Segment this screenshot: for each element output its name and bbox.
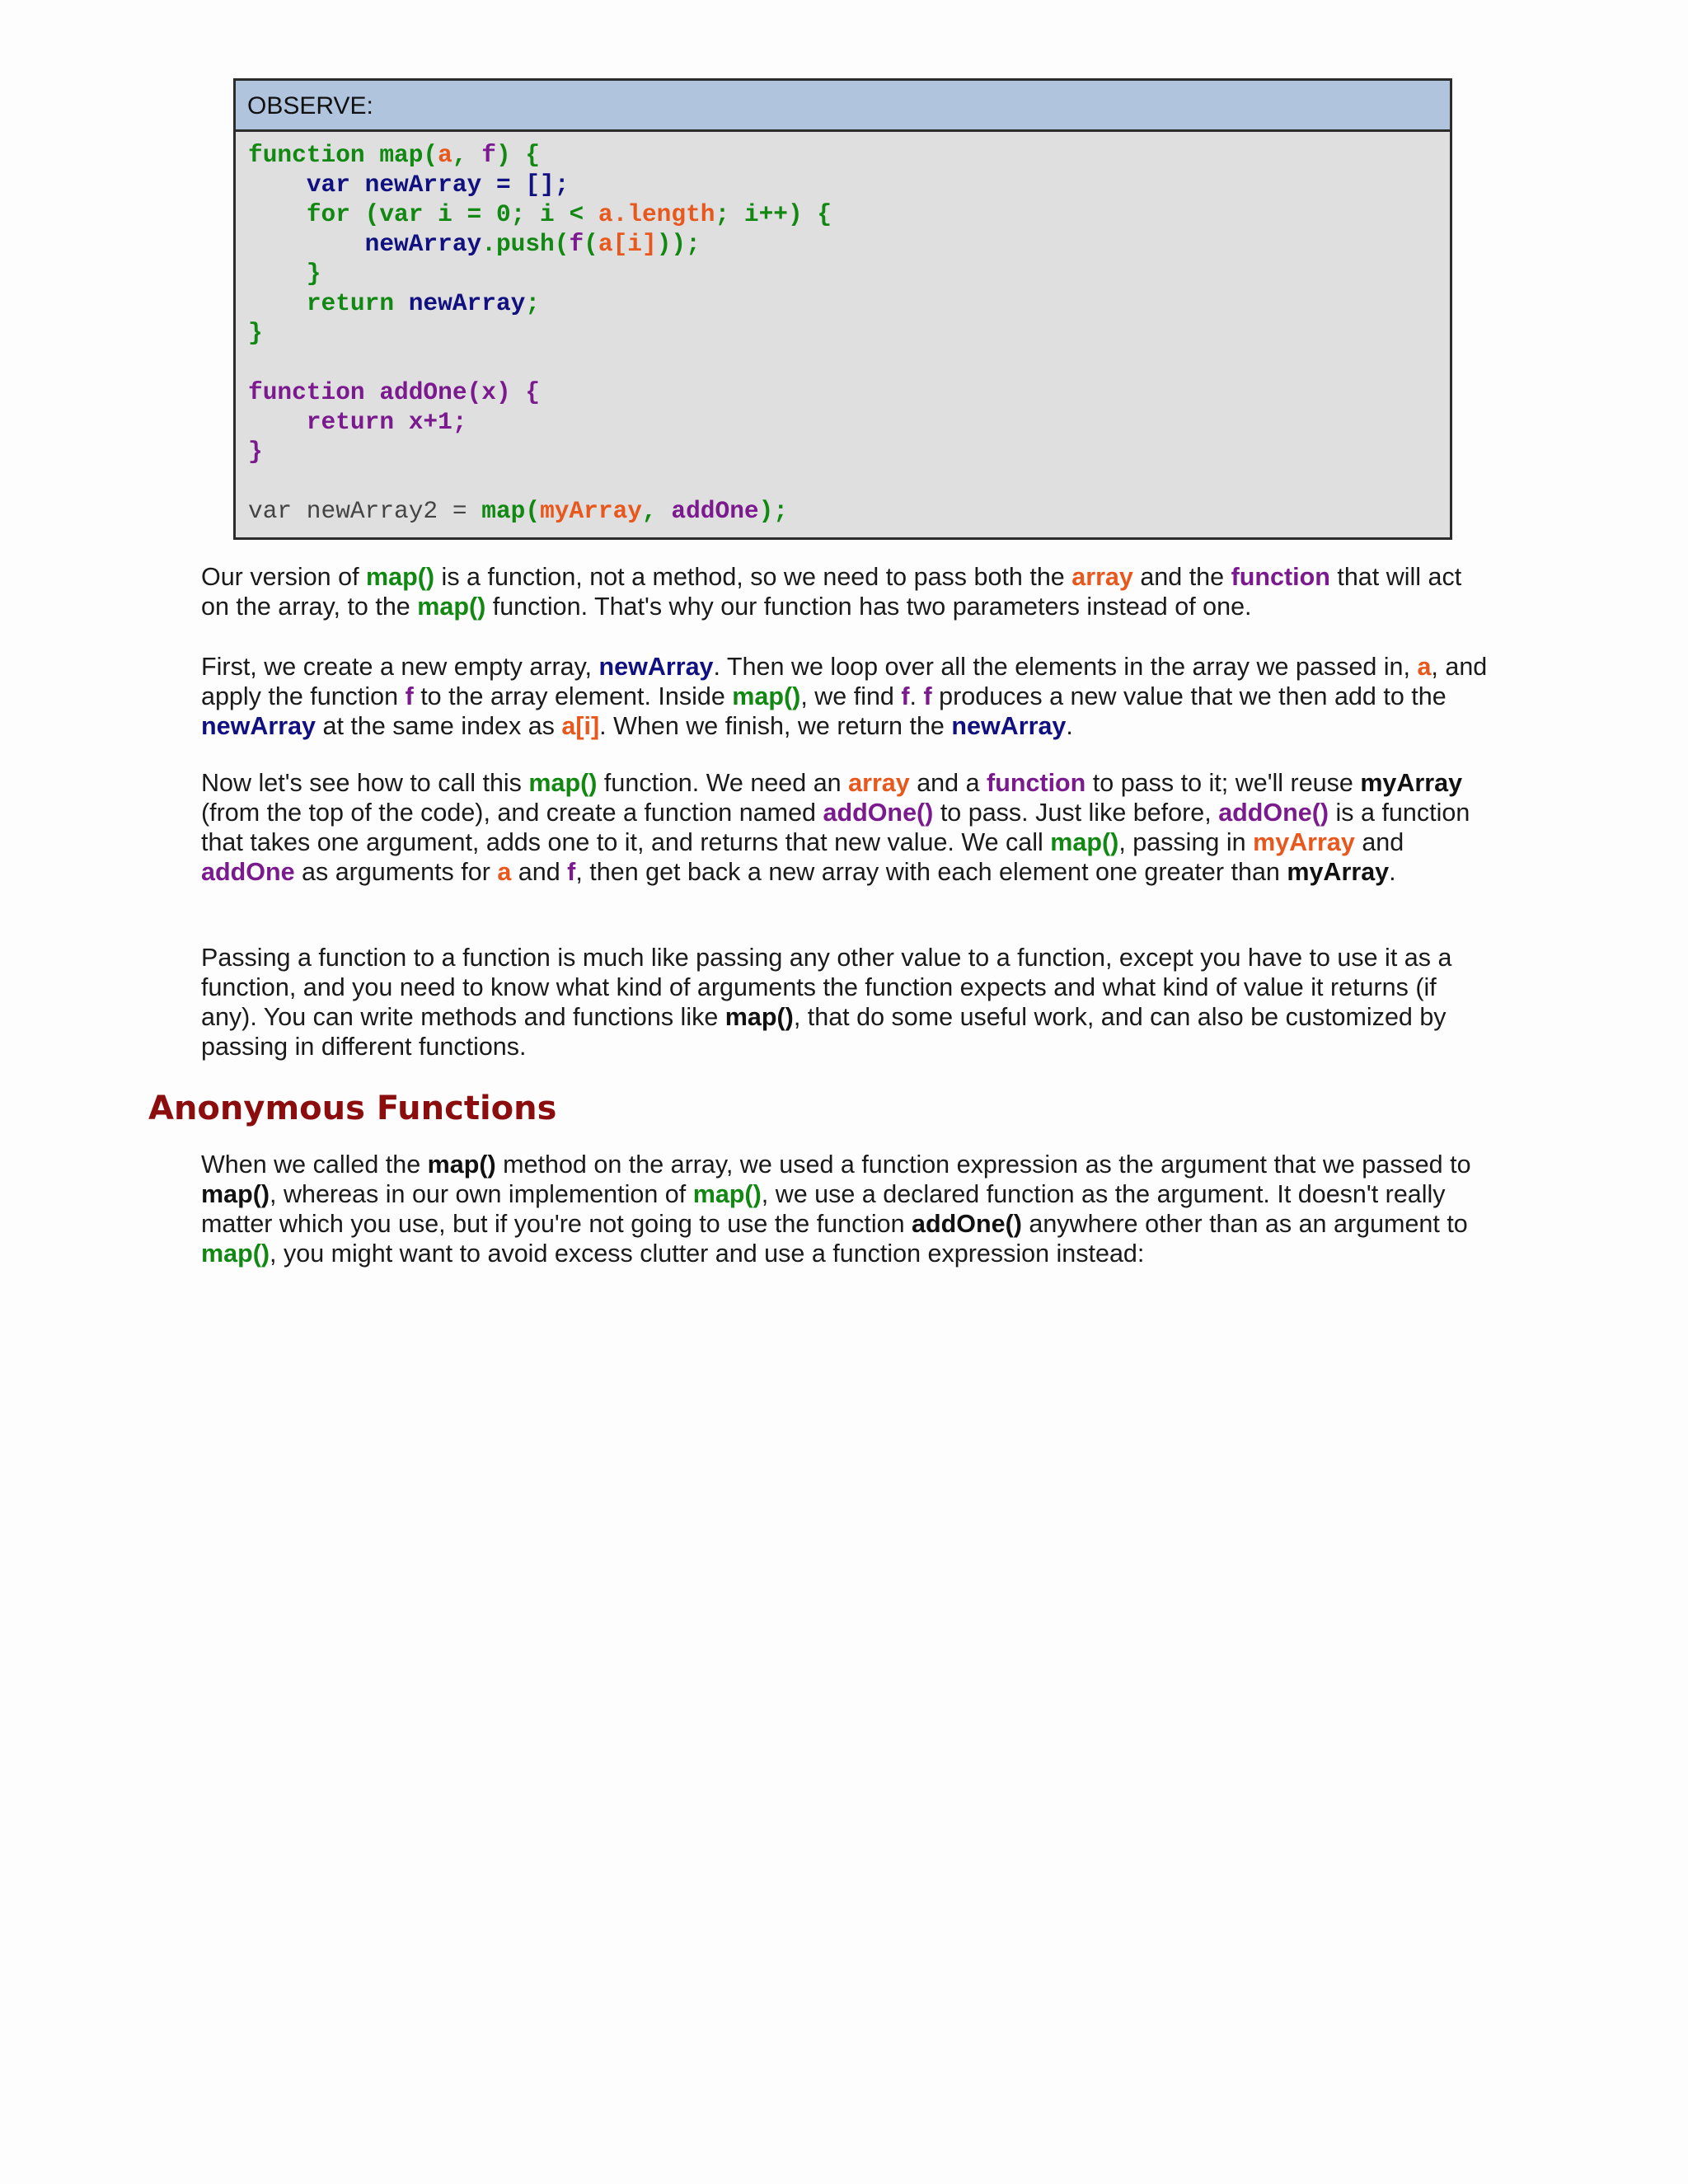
code-token xyxy=(248,289,307,317)
paragraph-1 xyxy=(201,562,1492,621)
code-block xyxy=(236,132,1450,526)
inline-code-term: myArray xyxy=(1287,858,1390,886)
text-run: , that do some useful work, and can also be customized by passing in different functions. xyxy=(201,1003,1447,1061)
text-run: . xyxy=(909,682,924,710)
text-run: function. That's why our function has two parameters instead of one. xyxy=(485,593,1252,621)
inline-code-term: newArray xyxy=(598,653,714,681)
inline-code-term: addOne xyxy=(201,858,295,886)
section-paragraph xyxy=(201,1150,1492,1268)
code-token: ; xyxy=(525,289,541,317)
text-run: and xyxy=(1354,828,1404,856)
code-token: ; i++) { xyxy=(715,200,832,228)
text-run: to pass. Just like before, xyxy=(933,799,1219,827)
code-token: f xyxy=(481,141,496,169)
inline-code-term: f xyxy=(901,682,910,710)
text-run: produces a new value that we then add to the xyxy=(931,682,1447,710)
code-token: a.length xyxy=(598,200,715,228)
inline-code-term: map() xyxy=(692,1180,762,1208)
code-token xyxy=(248,230,365,258)
code-token: a[i] xyxy=(598,230,657,258)
section-heading: Anonymous Functions xyxy=(148,1090,557,1127)
observe-label: OBSERVE: xyxy=(236,81,1450,132)
inline-code-term: addOne() xyxy=(912,1210,1022,1238)
text-run: function. We need an xyxy=(597,769,849,797)
code-token: function map( xyxy=(248,141,438,169)
text-run: , whereas in our own implemention of xyxy=(270,1180,693,1208)
text-run: , we find xyxy=(800,682,902,710)
inline-code-term: a xyxy=(497,858,512,886)
code-token: for (var i = 0; i < xyxy=(306,200,598,228)
text-run: method on the array, we used a function expression as the argument that we passed to xyxy=(495,1151,1471,1179)
text-run: Passing a function to a function is much like passing any other value to a function, except you have to use it as a function, and you need to know what kind of arguments the function expects and what kind of value it returns (if any). You can write methods and functions like xyxy=(201,944,1452,1031)
code-token: var newArray2 = xyxy=(248,497,482,525)
code-token: return xyxy=(306,289,409,317)
code-token: , xyxy=(641,497,672,525)
code-token: a xyxy=(438,141,452,169)
code-token: ); xyxy=(758,497,789,525)
paragraph-2 xyxy=(201,652,1492,741)
code-token: } xyxy=(248,319,263,347)
text-run: to pass to it; we'll reuse xyxy=(1085,769,1361,797)
inline-code-term: newArray xyxy=(201,712,316,740)
text-run: and the xyxy=(1132,563,1231,591)
code-token: f xyxy=(569,230,584,258)
text-run: When we called the xyxy=(201,1151,428,1179)
inline-code-term: array xyxy=(1071,563,1133,591)
inline-code-term: f xyxy=(923,682,932,710)
code-token xyxy=(248,171,307,199)
text-run: , and apply the function xyxy=(201,653,1488,710)
text-run: , we use a declared function as the argument. It doesn't really matter which you use, but if you're not going to use the function xyxy=(201,1180,1446,1238)
code-token: function addOne(x) { xyxy=(248,378,541,406)
inline-code-term: map() xyxy=(528,769,598,797)
inline-code-term: array xyxy=(848,769,910,797)
code-token: return x+1; xyxy=(248,408,467,436)
code-token: } xyxy=(248,260,321,288)
inline-code-term: myArray xyxy=(1360,769,1463,797)
text-run: Our version of xyxy=(201,563,367,591)
inline-code-term: myArray xyxy=(1253,828,1355,856)
code-line xyxy=(248,260,321,288)
text-run: . xyxy=(1066,712,1073,740)
text-run: . xyxy=(1389,858,1396,886)
code-token: var newArray = []; xyxy=(306,171,570,199)
text-run: is a function that takes one argument, adds one to it, and returns that new value. We call xyxy=(201,799,1470,856)
inline-code-term: addOne() xyxy=(823,799,934,827)
code-token xyxy=(248,200,307,228)
code-token: newArray xyxy=(364,230,482,258)
inline-code-term: a xyxy=(1417,653,1432,681)
text-run: , then get back a new array with each element one greater than xyxy=(575,858,1287,886)
code-line xyxy=(248,497,788,525)
inline-code-term: map() xyxy=(732,682,801,710)
inline-code-term: map() xyxy=(201,1180,270,1208)
text-run: Now let's see how to call this xyxy=(201,769,529,797)
observe-box xyxy=(233,78,1452,540)
inline-code-term: f xyxy=(567,858,576,886)
inline-code-term: map() xyxy=(417,593,486,621)
inline-code-term: f xyxy=(405,682,414,710)
text-run: as arguments for xyxy=(294,858,498,886)
text-run: and xyxy=(511,858,568,886)
inline-code-term: map() xyxy=(1050,828,1119,856)
inline-code-term: map() xyxy=(724,1003,794,1031)
code-token: addOne xyxy=(671,497,759,525)
text-run: . When we finish, we return the xyxy=(599,712,952,740)
inline-code-term: function xyxy=(1231,563,1330,591)
code-line xyxy=(248,408,467,436)
code-token: )); xyxy=(656,230,701,258)
inline-code-term: map() xyxy=(427,1151,496,1179)
inline-code-term: a[i] xyxy=(561,712,600,740)
code-line xyxy=(248,289,540,317)
paragraph-3 xyxy=(201,768,1492,887)
code-line xyxy=(248,378,540,406)
code-line xyxy=(248,438,263,466)
code-token: .push( xyxy=(481,230,570,258)
text-run: and a xyxy=(909,769,987,797)
text-run: . Then we loop over all the elements in the array we passed in, xyxy=(713,653,1418,681)
code-line xyxy=(248,171,569,199)
code-token: , xyxy=(452,141,482,169)
inline-code-term: map() xyxy=(201,1240,270,1268)
code-line xyxy=(248,200,832,228)
text-run: to the array element. Inside xyxy=(413,682,733,710)
inline-code-term: map() xyxy=(366,563,435,591)
code-line xyxy=(248,141,540,169)
code-line xyxy=(248,319,263,347)
text-run: , you might want to avoid excess clutter and use a function expression instead: xyxy=(270,1240,1145,1268)
code-token: ) { xyxy=(495,141,541,169)
text-run: First, we create a new empty array, xyxy=(201,653,599,681)
inline-code-term: newArray xyxy=(951,712,1067,740)
paragraph-4 xyxy=(201,943,1492,1062)
inline-code-term: function xyxy=(987,769,1086,797)
code-token: newArray xyxy=(408,289,526,317)
inline-code-term: addOne() xyxy=(1218,799,1329,827)
code-line xyxy=(248,230,701,258)
code-token: myArray xyxy=(540,497,642,525)
code-token: } xyxy=(248,438,263,466)
text-run: that will act on the array, to the xyxy=(201,563,1462,621)
text-run: , passing in xyxy=(1118,828,1254,856)
code-token: map( xyxy=(481,497,541,525)
text-run: is a function, not a method, so we need to pass both the xyxy=(434,563,1072,591)
text-run: (from the top of the code), and create a function named xyxy=(201,799,823,827)
text-run: anywhere other than as an argument to xyxy=(1021,1210,1468,1238)
text-run: at the same index as xyxy=(316,712,562,740)
code-token: ( xyxy=(584,230,598,258)
